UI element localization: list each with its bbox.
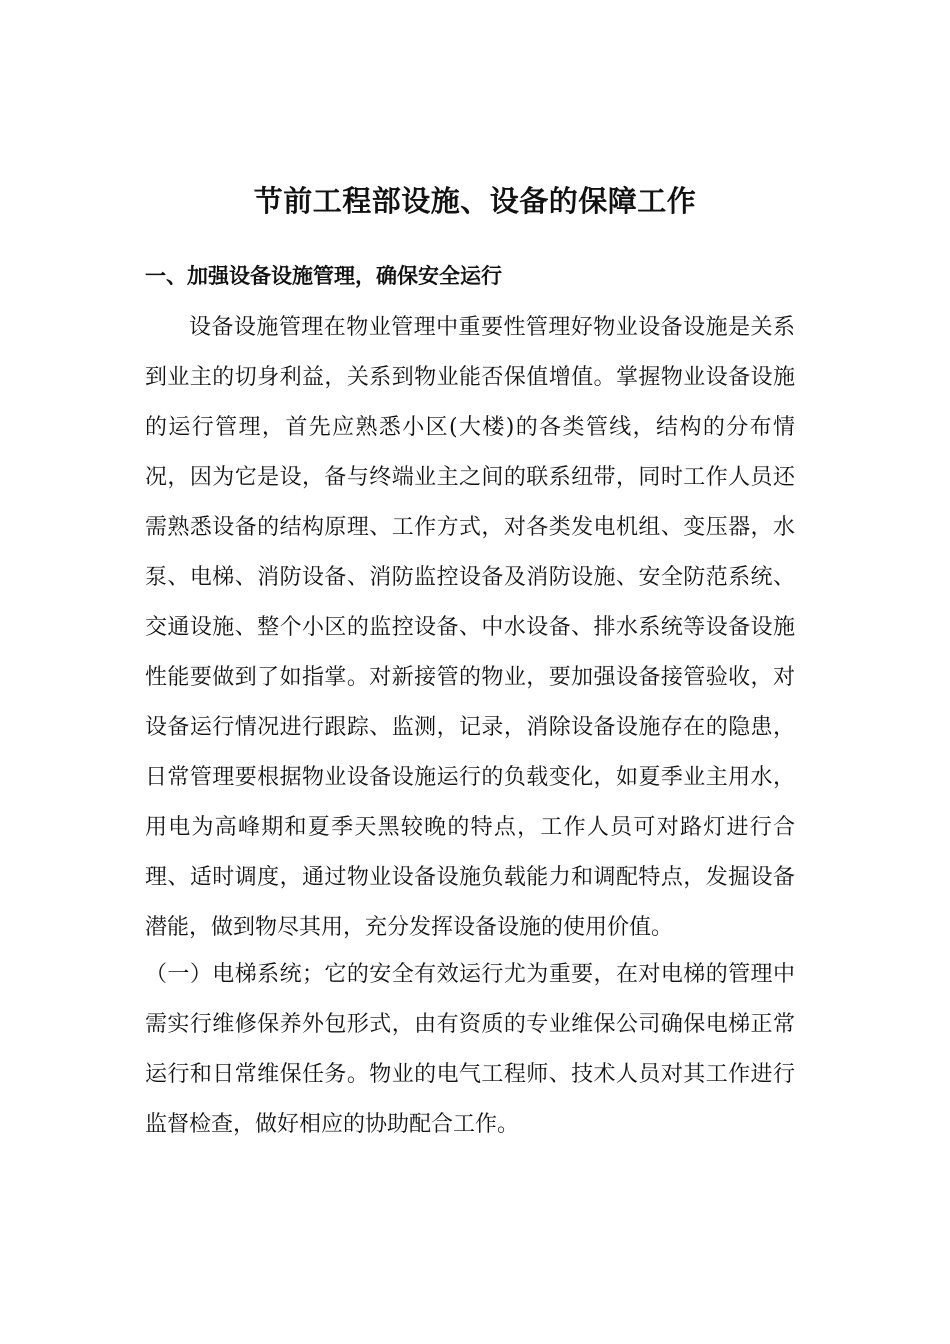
paragraph-elevator-system: （一）电梯系统；它的安全有效运行尤为重要，在对电梯的管理中需实行维修保养外包形式，由有资质的专业维保公司确保电梯正常运行和日常维保任务。物业的电气工程师、技术人员对其工作进行监督检查，做好相应的协助配合工作。: [145, 962, 795, 1137]
paragraph-equipment-management: 设备设施管理在物业管理中重要性管理好物业设备设施是关系到业主的切身利益，关系到物业能否保值增值。掌握物业设备设施的运行管理，首先应熟悉小区(大楼)的各类管线，结构的分布情况，因为它是设，备与终端业主之间的联系纽带，同时工作人员还需熟悉设备的结构原理、工作方式，对各类发电机组、变压器，水泵、电梯、消防设备、消防监控设备及消防设施、安全防范系统、交通设施、整个小区的监控设备、中水设备、排水系统等设备设施性能要做到了如指掌。对新接管的物业，要加强设备接管验收，对设备运行情况进行跟踪、监测，记录，消除设备设施存在的隐患，日常管理要根据物业设备设施运行的负载变化，如夏季业主用水，用电为高峰期和夏季天黑较晚的特点，工作人员可对路灯进行合理、适时调度，通过物业设备设施负载能力和调配特点，发掘设备潜能，做到物尽其用，充分发挥设备设施的使用价值。: [145, 315, 795, 940]
section-heading: 一、加强设备设施管理，确保安全运行: [145, 264, 502, 288]
document-title: 节前工程部设施、设备的保障工作: [253, 184, 697, 218]
